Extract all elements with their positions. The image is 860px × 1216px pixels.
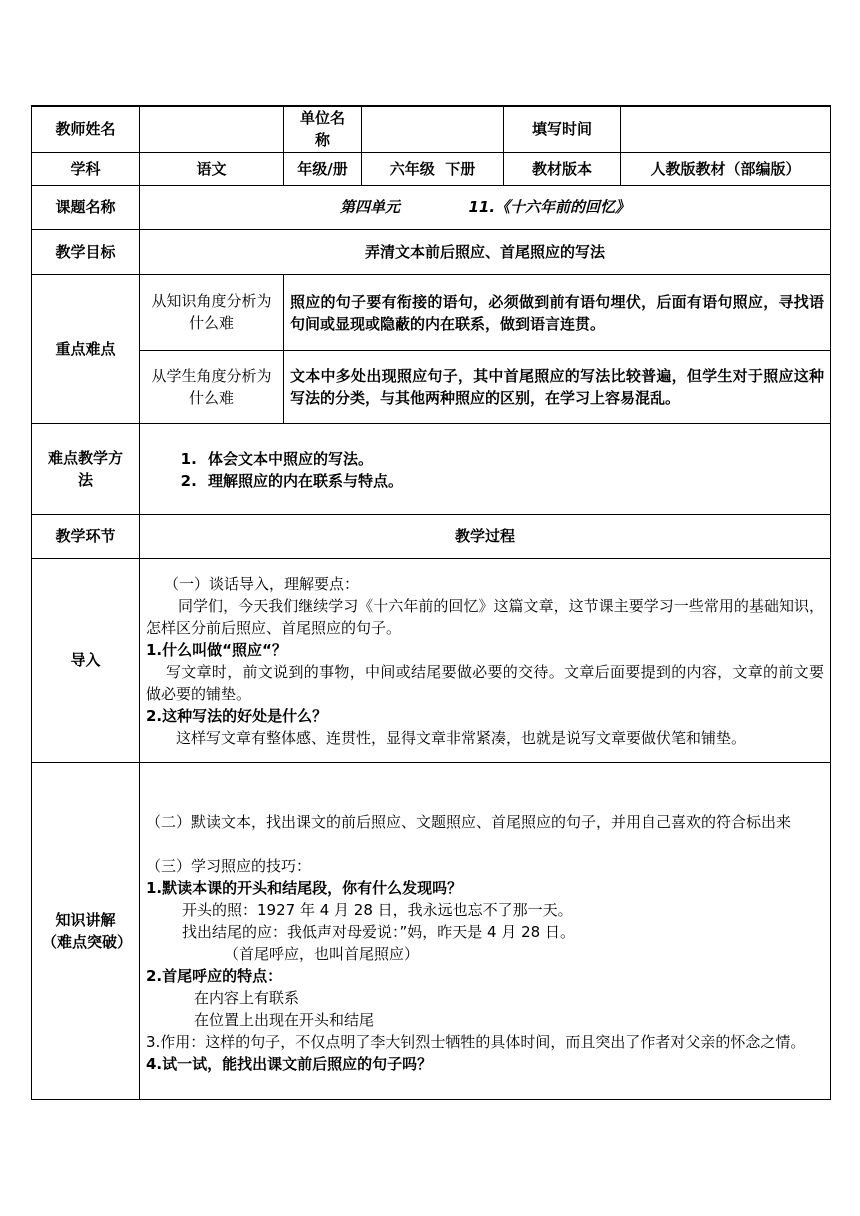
knowledge-line-1: （二）默读文本，找出课文的前后照应、文题照应、首尾照应的句子，并用自己喜欢的符合标出来 [146, 812, 792, 831]
intro-content [140, 558, 831, 762]
intro-line-6: 这样写文章有整体感、连贯性，显得文章非常紧凑，也就是说写文章要做伏笔和铺垫。 [176, 729, 747, 747]
header-row-2 [32, 152, 831, 185]
intro-label: 导入 [32, 558, 140, 762]
student-reason-label: 从学生角度分析为什么难 [140, 350, 284, 423]
textbook-value: 人教版教材（部编版） [621, 152, 831, 185]
lesson-plan-table [31, 105, 831, 1100]
subject-label: 学科 [32, 152, 140, 185]
topic-row [32, 185, 831, 229]
knowledge-content [140, 762, 831, 1099]
knowledge-line-7: 2.首尾呼应的特点： [146, 966, 283, 985]
topic-title [140, 185, 831, 229]
intro-line-4: 写文章时，前文说到的事物，中间或结尾要做必要的交待。文章后面要提到的内容，文章的前文要做必要的铺垫。 [146, 663, 824, 703]
difficulty-row-student [32, 350, 831, 423]
method-item-2: 2. 理解照应的内在联系与特点。 [202, 470, 824, 492]
fill-time-value [621, 106, 831, 152]
knowledge-line-11: 4.试一试，能找出课文前后照应的句子吗？ [146, 1054, 433, 1073]
knowledge-line-4: 开头的照：1927 年 4 月 28 日，我永远也忘不了那一天。 [182, 900, 573, 919]
knowledge-label: 知识讲解（难点突破） [32, 762, 140, 1099]
knowledge-reason-text: 照应的句子要有衔接的语句，必须做到前有语句埋伏，后面有语句照应，寻找语句间或显现或隐蔽的内在联系，做到语言连贯。 [284, 274, 831, 350]
topic-unit: 第四单元 [339, 198, 400, 216]
intro-line-3: 1.什么叫做“照应“？ [146, 641, 287, 659]
teacher-name-label: 教师姓名 [32, 106, 140, 152]
method-row [32, 423, 831, 514]
difficulty-row-knowledge [32, 274, 831, 350]
subject-value: 语文 [140, 152, 284, 185]
intro-line-5: 2.这种写法的好处是什么？ [146, 707, 328, 725]
grade-value: 六年级 下册 [362, 152, 504, 185]
knowledge-line-2: （三）学习照应的技巧： [146, 856, 312, 875]
knowledge-row [32, 762, 831, 1099]
objective-row [32, 229, 831, 274]
teacher-name-value [140, 106, 284, 152]
method-item-1: 1. 体会文本中照应的写法。 [202, 448, 824, 470]
intro-row [32, 558, 831, 762]
textbook-label: 教材版本 [504, 152, 621, 185]
method-label: 难点教学方法 [32, 423, 140, 514]
knowledge-reason-label: 从知识角度分析为什么难 [140, 274, 284, 350]
knowledge-line-8: 在内容上有联系 [194, 988, 300, 1007]
process-header-row [32, 514, 831, 558]
method-list [146, 448, 824, 492]
knowledge-line-6: （首尾呼应，也叫首尾照应） [224, 944, 420, 963]
fill-time-label: 填写时间 [504, 106, 621, 152]
header-row-1 [32, 106, 831, 152]
intro-line-2: 同学们，今天我们继续学习《十六年前的回忆》这篇文章，这节课主要学习一些常用的基础知识，怎样区分前后照应、首尾照应的句子。 [146, 597, 824, 637]
knowledge-line-5: 找出结尾的应：我低声对母爱说：”妈，昨天是 4 月 28 日。 [182, 922, 575, 941]
difficulty-label: 重点难点 [32, 274, 140, 423]
step-label: 教学环节 [32, 514, 140, 558]
knowledge-line-3: 1.默读本课的开头和结尾段，你有什么发现吗？ [146, 878, 463, 897]
process-label: 教学过程 [140, 514, 831, 558]
knowledge-line-10: 3.作用：这样的句子，不仅点明了李大钊烈士牺牲的具体时间，而且突出了作者对父亲的怀念之情。 [146, 1032, 806, 1051]
unit-name-value [362, 106, 504, 152]
objective-label: 教学目标 [32, 229, 140, 274]
grade-label: 年级/册 [284, 152, 362, 185]
method-content [140, 423, 831, 514]
knowledge-line-9: 在位置上出现在开头和结尾 [194, 1010, 375, 1029]
topic-lesson: 11.《十六年前的回忆》 [468, 198, 631, 216]
student-reason-text: 文本中多处出现照应句子，其中首尾照应的写法比较普遍，但学生对于照应这种写法的分类，与其他两种照应的区别，在学习上容易混乱。 [284, 350, 831, 423]
objective-value: 弄清文本前后照应、首尾照应的写法 [140, 229, 831, 274]
topic-label: 课题名称 [32, 185, 140, 229]
unit-name-label: 单位名称 [284, 106, 362, 152]
intro-line-1: （一）谈话导入，理解要点： [164, 575, 360, 593]
